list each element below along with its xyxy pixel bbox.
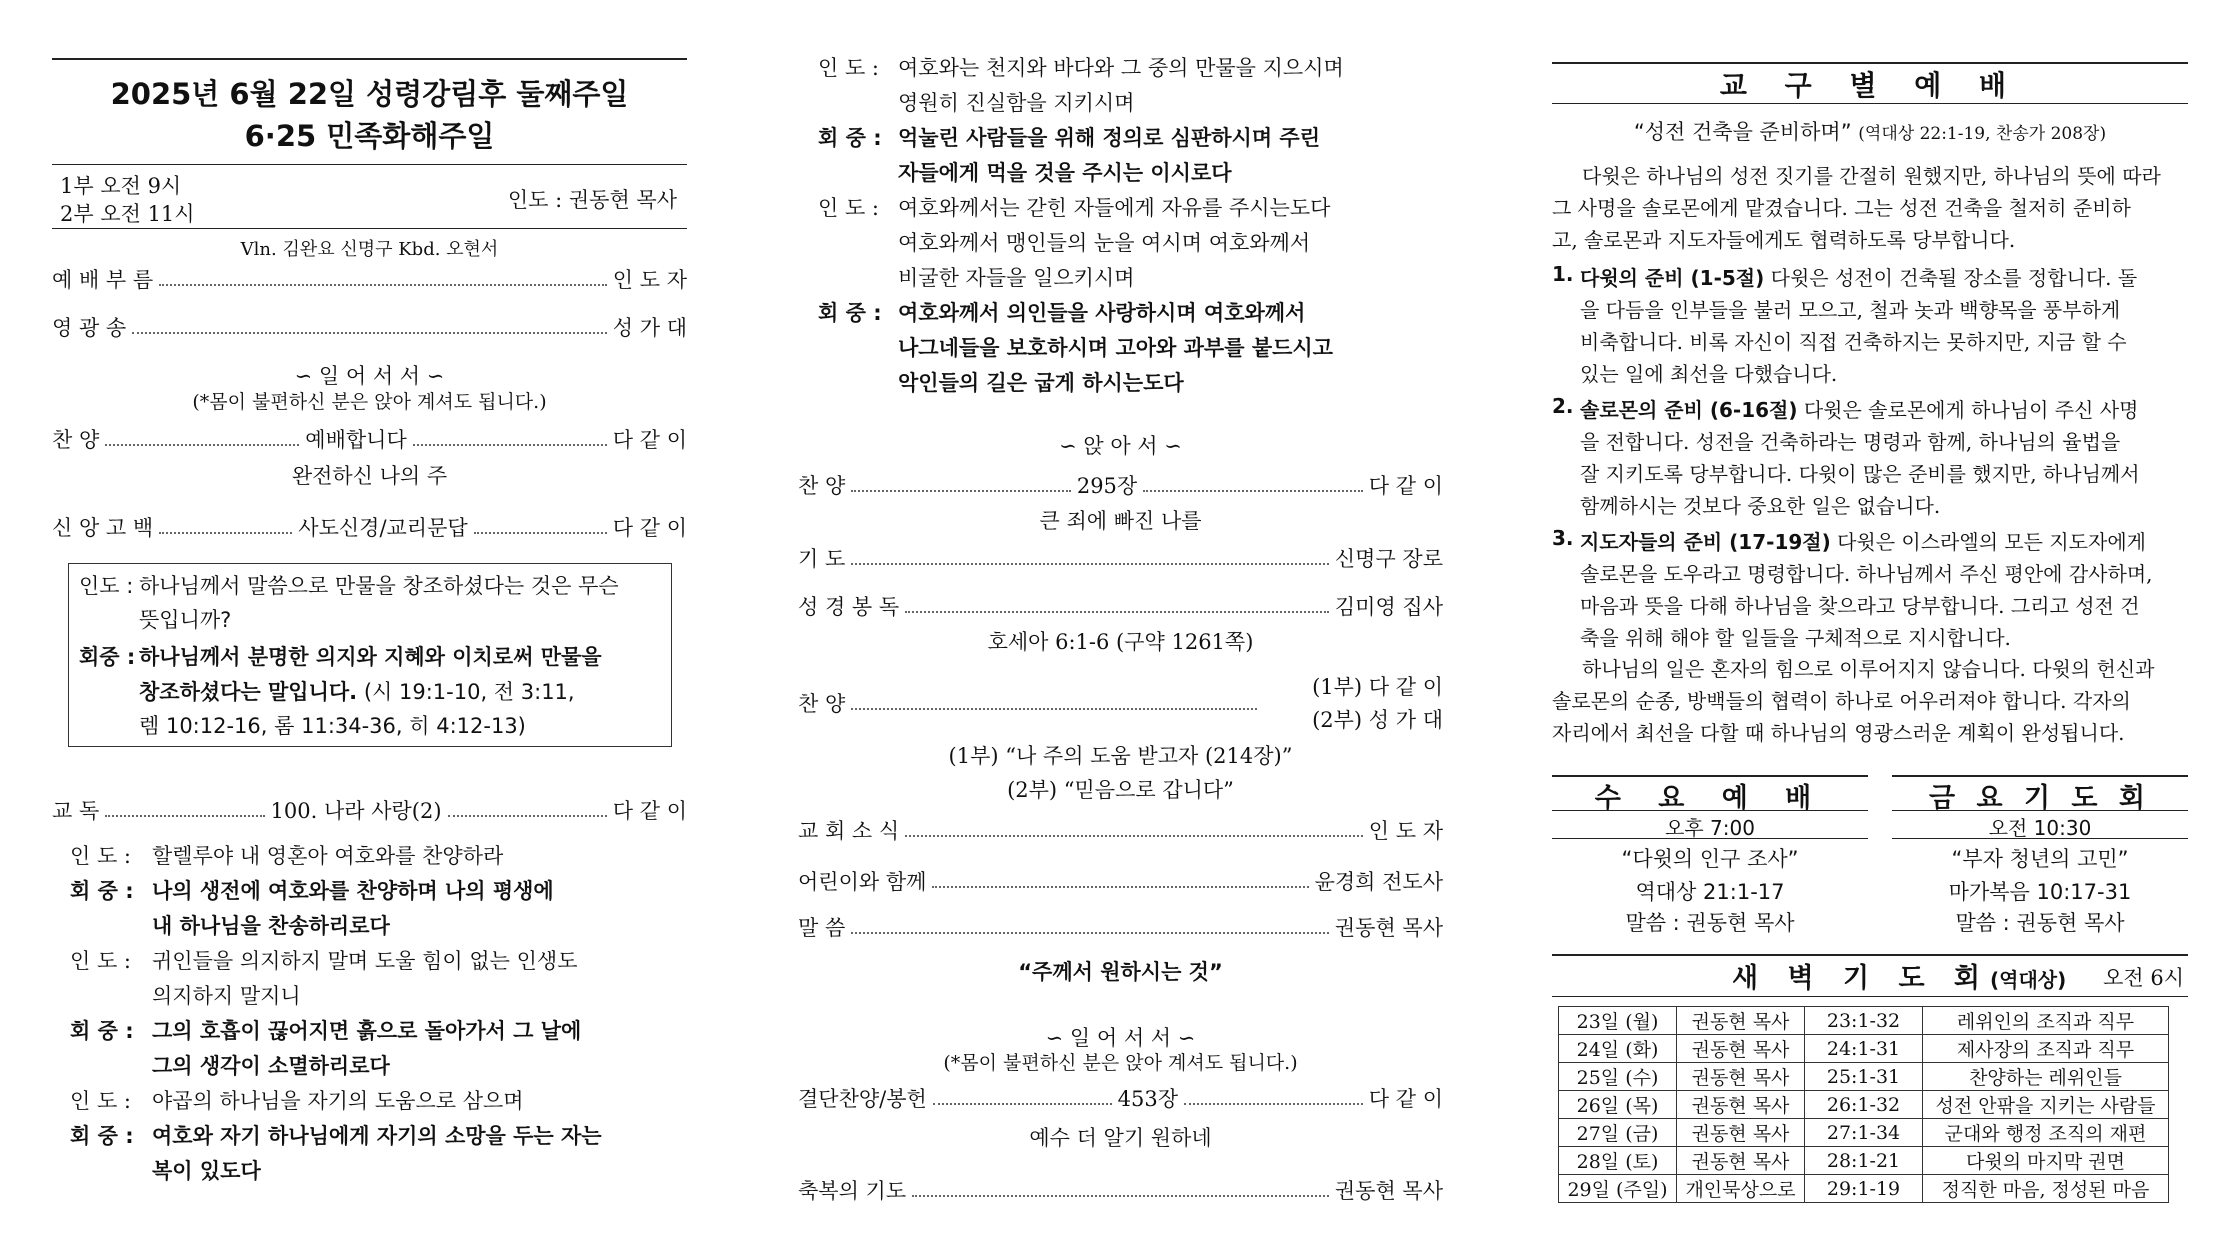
service-time-1: 1부 오전 9시 — [60, 174, 182, 198]
reading-line: 악인들의 길은 굽게 하시는도다 — [898, 371, 1184, 395]
order-who: 김미영 집사 — [1334, 595, 1443, 619]
point-line: 함께하시는 것보다 중요한 일은 없습니다. — [1580, 494, 1941, 518]
dot-leader — [474, 532, 607, 534]
dawn-passage: 27:1-34 — [1805, 1119, 1923, 1147]
friday-preacher: 말씀 : 권동현 목사 — [1955, 911, 2125, 935]
dawn-topic: 제사장의 조직과 직무 — [1923, 1035, 2169, 1063]
point-line: 다윗은 솔로몬에게 하나님이 주신 사명 — [1797, 398, 2139, 422]
reading-line: 나그네들을 보호하시며 고아와 과부를 붙드시고 — [898, 336, 1333, 360]
order-label: 영 광 송 — [52, 316, 127, 340]
hymn-sub: 완전하신 나의 주 — [291, 464, 448, 488]
dawn-schedule-table — [1558, 1006, 2169, 1203]
table-row — [1559, 1007, 2169, 1035]
choir-who-2: (2부) 성 가 대 — [1312, 708, 1443, 732]
point-heading: 지도자들의 준비 (17-19절) — [1580, 530, 1831, 554]
reading-line: 복이 있도다 — [152, 1159, 261, 1183]
catechism-answer-2: 창조하셨다는 말입니다. — [139, 680, 358, 704]
point-line: 다윗은 이스라엘의 모든 지도자에게 — [1830, 530, 2146, 554]
catechism-question: 하나님께서 말씀으로 만물을 창조하셨다는 것은 무슨 — [139, 574, 619, 598]
order-who: 권동현 목사 — [1334, 1179, 1443, 1203]
reading-line: 비굴한 자들을 일으키시며 — [898, 266, 1135, 290]
reading-line: 여호와께서 의인들을 사랑하시며 여호와께서 — [898, 301, 1306, 325]
dawn-date: 27일 (금) — [1559, 1119, 1677, 1147]
choir-song-1: (1부) “나 주의 도움 받고자 (214장)” — [948, 744, 1293, 768]
reading-line: 영원히 진실함을 지키시며 — [898, 91, 1135, 115]
order-sermon — [798, 912, 1443, 942]
reading-role: 회 중 : — [818, 301, 882, 325]
dawn-date: 25일 (수) — [1559, 1063, 1677, 1091]
reading-line: 내 하나님을 찬송하리로다 — [152, 914, 390, 938]
wednesday-title-rule — [1552, 810, 1868, 811]
reading-line: 그의 생각이 소멸하리로다 — [152, 1054, 390, 1078]
dot-leader — [905, 835, 1363, 837]
dot-leader — [159, 532, 292, 534]
reading-line: 나의 생전에 여호와를 찬양하며 나의 평생에 — [152, 879, 554, 903]
reading-role: 회 중 : — [70, 879, 134, 903]
order-hymn-title: 예배합니다 — [305, 428, 407, 452]
friday-title-rule — [1892, 810, 2188, 811]
order-label: 말 씀 — [798, 916, 846, 940]
order-label: 어린이와 함께 — [798, 870, 927, 894]
dawn-preacher: 개인묵상으로 — [1677, 1175, 1805, 1203]
dot-leader — [932, 886, 1308, 888]
standup-note-2: (*몸이 불편하신 분은 앉아 계셔도 됩니다.) — [943, 1052, 1298, 1074]
dot-leader — [933, 1103, 1112, 1105]
catechism-question-2: 뜻입니까? — [139, 608, 232, 632]
reading-line: 여호와께서 맹인들의 눈을 여시며 여호와께서 — [898, 231, 1311, 255]
reading-role: 인 도 : — [70, 1089, 131, 1113]
paragraph-line: 솔로몬의 순종, 방백들의 협력이 하나로 어우러져야 합니다. 각자의 — [1552, 689, 2131, 713]
dawn-preacher: 권동현 목사 — [1677, 1007, 1805, 1035]
service-rule — [52, 228, 687, 229]
dot-leader — [905, 611, 1329, 613]
paragraph-line: 고, 솔로몬과 지도자들에게도 협력하도록 당부합니다. — [1552, 228, 2016, 252]
order-who: 성 가 대 — [612, 316, 687, 340]
order-label: 축복의 기도 — [798, 1179, 907, 1203]
order-who: 다 같 이 — [612, 428, 687, 452]
order-label: 기 도 — [798, 547, 846, 571]
dawn-preacher: 권동현 목사 — [1677, 1147, 1805, 1175]
point-line: 축을 위해 해야 할 일들을 구체적으로 지시합니다. — [1580, 626, 2011, 650]
standup-note: (*몸이 불편하신 분은 앉아 계셔도 됩니다.) — [192, 391, 547, 413]
order-who: 다 같 이 — [612, 799, 687, 823]
reading-line: 의지하지 말지니 — [152, 984, 301, 1008]
dot-leader — [105, 444, 299, 446]
reading-line: 여호와 자기 하나님에게 자기의 소망을 두는 자는 — [152, 1124, 602, 1148]
order-children — [798, 866, 1443, 896]
dawn-passage: 29:1-19 — [1805, 1175, 1923, 1203]
wednesday-preacher: 말씀 : 권동현 목사 — [1625, 911, 1795, 935]
dot-leader — [912, 1195, 1329, 1197]
dawn-preacher: 권동현 목사 — [1677, 1091, 1805, 1119]
dedication-sub: 예수 더 알기 원하네 — [1029, 1126, 1212, 1150]
district-worship-title: 교 구 별 예 배 — [1719, 69, 2021, 102]
order-call-to-worship — [52, 264, 687, 294]
point-line: 다윗은 성전이 건축될 장소를 정합니다. 돌 — [1764, 266, 2138, 290]
dawn-preacher: 권동현 목사 — [1677, 1035, 1805, 1063]
order-who: 인 도 자 — [612, 268, 687, 292]
point-heading: 솔로몬의 준비 (6-16절) — [1580, 398, 1798, 422]
choir-song-2: (2부) “믿음으로 갑니다” — [1007, 778, 1234, 802]
standup-marker-2: ∽ 일 어 서 서 ∽ — [1045, 1026, 1196, 1050]
point-line: 비축합니다. 비록 자신이 직접 건축하지는 못하지만, 지금 할 수 — [1580, 330, 2127, 354]
catechism-reference-2: 렘 10:12-16, 롬 11:34-36, 히 4:12-13) — [139, 714, 526, 738]
point-first-line — [1580, 394, 2138, 423]
dawn-passage: 28:1-21 — [1805, 1147, 1923, 1175]
point-line: 잘 지키도록 당부합니다. 다윗이 많은 준비를 했지만, 하나님께서 — [1580, 462, 2140, 486]
dot-leader — [851, 490, 1071, 492]
order-prayer — [798, 543, 1443, 573]
hymn-2-sub: 큰 죄에 빠진 나를 — [1039, 509, 1202, 533]
wednesday-time-rule — [1552, 838, 1868, 839]
dawn-preacher: 권동현 목사 — [1677, 1063, 1805, 1091]
choir-who-1: (1부) 다 같 이 — [1312, 675, 1443, 699]
dawn-date: 23일 (월) — [1559, 1007, 1677, 1035]
service-leader: 인도 : 권동현 목사 — [507, 188, 677, 212]
dot-leader — [159, 284, 607, 286]
friday-time: 오전 10:30 — [1988, 816, 2092, 840]
reading-line: 할렐루야 내 영혼아 여호와를 찬양하라 — [152, 844, 504, 868]
catechism-a-label: 회중 : — [79, 645, 136, 669]
table-row — [1559, 1119, 2169, 1147]
table-row — [1559, 1035, 2169, 1063]
catechism-box — [68, 563, 672, 747]
order-label: 예 배 부 름 — [52, 268, 154, 292]
table-row — [1559, 1063, 2169, 1091]
order-who: 권동현 목사 — [1334, 916, 1443, 940]
point-number: 3. — [1552, 526, 1574, 550]
catechism-q-label: 인도 : — [79, 574, 134, 598]
reading-role: 회 중 : — [70, 1019, 134, 1043]
order-who: 윤경희 전도사 — [1314, 870, 1443, 894]
order-label: 찬 양 — [798, 474, 846, 498]
dawn-preacher: 권동현 목사 — [1677, 1119, 1805, 1147]
dawn-passage: 24:1-31 — [1805, 1035, 1923, 1063]
sermon-title: “주께서 원하시는 것” — [1018, 960, 1223, 984]
paragraph-line: 다윗은 하나님의 성전 짓기를 간절히 원했지만, 하나님의 뜻에 따라 — [1582, 164, 2161, 188]
district-theme: “성전 건축을 준비하며” — [1633, 120, 1852, 144]
order-label: 교 회 소 식 — [798, 819, 900, 843]
reading-role: 인 도 : — [70, 949, 131, 973]
dawn-topic: 성전 안팎을 지키는 사람들 — [1923, 1091, 2169, 1119]
point-heading: 다윗의 준비 (1-5절) — [1580, 266, 1765, 290]
top-rule — [52, 58, 687, 60]
order-hymn-number: 453장 — [1117, 1087, 1178, 1111]
bulletin-title: 2025년 6월 22일 성령강림후 둘째주일 — [110, 77, 629, 111]
reading-line: 자들에게 먹을 것을 주시는 이시로다 — [898, 161, 1232, 185]
order-responsive-reading — [52, 795, 687, 825]
order-news — [798, 815, 1443, 845]
reading-line: 억눌린 사람들을 위해 정의로 심판하시며 주린 — [898, 126, 1320, 150]
order-scripture — [798, 591, 1443, 621]
table-row — [1559, 1147, 2169, 1175]
order-who: 다 같 이 — [1368, 1087, 1444, 1111]
reading-role: 인 도 : — [818, 56, 879, 80]
order-who: 다 같 이 — [1368, 474, 1443, 498]
wednesday-time: 오후 7:00 — [1665, 816, 1755, 840]
order-benediction — [798, 1175, 1443, 1205]
dawn-title-rule — [1552, 996, 2188, 997]
friday-time-rule — [1892, 838, 2188, 839]
service-time-2: 2부 오전 11시 — [60, 202, 195, 226]
dawn-topic: 찬양하는 레위인들 — [1923, 1063, 2169, 1091]
dawn-date: 24일 (화) — [1559, 1035, 1677, 1063]
order-hymn — [52, 424, 687, 454]
district-theme-ref: (역대상 22:1-19, 찬송가 208장) — [1858, 124, 2107, 144]
order-label: 결단찬양/봉헌 — [798, 1087, 927, 1111]
order-who: 신명구 장로 — [1334, 547, 1443, 571]
point-first-line — [1580, 262, 2137, 291]
reading-line: 귀인들을 의지하지 말며 도울 힘이 없는 인생도 — [152, 949, 578, 973]
order-label: 성 경 봉 독 — [798, 595, 900, 619]
order-responsive-title: 100. 나라 사랑(2) — [270, 799, 442, 823]
order-hymn-2 — [798, 470, 1443, 500]
dawn-topic: 정직한 마음, 정성된 마음 — [1923, 1175, 2169, 1203]
order-label: 교 독 — [52, 799, 100, 823]
reading-line: 야곱의 하나님을 자기의 도움으로 삼으며 — [152, 1089, 524, 1113]
reading-line: 여호와는 천지와 바다와 그 중의 만물을 지으시며 — [898, 56, 1344, 80]
point-line: 마음과 뜻을 다해 하나님을 찾으라고 당부합니다. 그리고 성전 건 — [1580, 594, 2140, 618]
point-line: 을 다듬을 인부들을 불러 모으고, 철과 놋과 백향목을 풍부하게 — [1580, 298, 2121, 322]
dawn-topic: 레위인의 조직과 직무 — [1923, 1007, 2169, 1035]
point-first-line — [1580, 526, 2146, 555]
reading-role: 인 도 : — [70, 844, 131, 868]
friday-ref: 마가복음 10:17-31 — [1948, 880, 2132, 904]
dot-leader — [448, 815, 607, 817]
dawn-passage: 25:1-31 — [1805, 1063, 1923, 1091]
reading-role: 인 도 : — [818, 196, 879, 220]
point-line: 있는 일에 최선을 다했습니다. — [1580, 362, 1838, 386]
dot-leader — [413, 444, 607, 446]
reading-role: 회 중 : — [818, 126, 882, 150]
order-dedication — [798, 1083, 1443, 1113]
table-row — [1559, 1175, 2169, 1203]
reading-role: 회 중 : — [70, 1124, 134, 1148]
dawn-topic: 군대와 행정 조직의 재편 — [1923, 1119, 2169, 1147]
point-number: 1. — [1552, 262, 1574, 286]
point-line: 솔로몬을 도우라고 명령합니다. 하나님께서 주신 평안에 감사하며, — [1580, 562, 2153, 586]
paragraph-line: 하나님의 일은 혼자의 힘으로 이루어지지 않습니다. 다윗의 헌신과 — [1582, 657, 2155, 681]
wednesday-topic: “다윗의 인구 조사” — [1621, 847, 1799, 871]
section-title-rule — [1552, 103, 2188, 104]
title-rule — [52, 164, 687, 165]
dawn-table-wrap — [1558, 1006, 2169, 1203]
friday-title: 금 요 기 도 회 — [1928, 783, 2151, 814]
standup-marker: ∽ 일 어 서 서 ∽ — [294, 364, 445, 388]
order-label: 찬 양 — [798, 692, 846, 716]
table-row — [1559, 1091, 2169, 1119]
reading-line: 그의 호흡이 끊어지면 흙으로 돌아가서 그 날에 — [152, 1019, 582, 1043]
order-creed-title: 사도신경/교리문답 — [298, 516, 468, 540]
order-label: 신 앙 고 백 — [52, 516, 154, 540]
catechism-reference: (시 19:1-10, 전 3:11, — [357, 680, 575, 704]
dot-leader — [1184, 1103, 1363, 1105]
order-gloria — [52, 312, 687, 342]
dawn-passage: 26:1-32 — [1805, 1091, 1923, 1119]
dawn-date: 28일 (토) — [1559, 1147, 1677, 1175]
dot-leader — [851, 708, 1257, 710]
dot-leader — [851, 563, 1329, 565]
paragraph-line: 자리에서 최선을 다할 때 하나님의 영광스러운 계획이 완성됩니다. — [1552, 721, 2125, 745]
dawn-date: 29일 (주일) — [1559, 1175, 1677, 1203]
dawn-time: 오전 6시 — [2103, 966, 2184, 990]
dot-leader — [1143, 490, 1363, 492]
order-label: 찬 양 — [52, 428, 100, 452]
order-who: 인 도 자 — [1368, 819, 1443, 843]
friday-topic: “부자 청년의 고민” — [1951, 847, 2129, 871]
catechism-answer: 하나님께서 분명한 의지와 지혜와 이치로써 만물을 — [139, 645, 602, 669]
point-line: 을 전합니다. 성전을 건축하라는 명령과 함께, 하나님의 율법을 — [1580, 430, 2121, 454]
order-who: 다 같 이 — [612, 516, 688, 540]
dot-leader — [851, 932, 1329, 934]
dawn-date: 26일 (목) — [1559, 1091, 1677, 1119]
bulletin-subtitle: 6·25 민족화해주일 — [244, 119, 495, 153]
order-hymn-number: 295장 — [1076, 474, 1138, 498]
dawn-title: 새 벽 기 도 회 — [1732, 963, 1991, 994]
paragraph-line: 그 사명을 솔로몬에게 맡겼습니다. 그는 성전 건축을 철저히 준비하 — [1552, 196, 2131, 220]
wednesday-title: 수 요 예 배 — [1594, 783, 1826, 814]
sitdown-marker: ∽ 앉 아 서 ∽ — [1059, 434, 1182, 458]
dawn-topic: 다윗의 마지막 권면 — [1923, 1147, 2169, 1175]
order-creed — [52, 512, 687, 542]
point-number: 2. — [1552, 394, 1574, 418]
dot-leader — [105, 815, 264, 817]
dot-leader — [132, 332, 607, 334]
musicians: Vln. 김완요 신명구 Kbd. 오현서 — [240, 239, 499, 260]
wednesday-ref: 역대상 21:1-17 — [1635, 880, 1785, 904]
scripture-reference: 호세아 6:1-6 (구약 1261쪽) — [987, 630, 1254, 654]
reading-line: 여호와께서는 갇힌 자들에게 자유를 주시는도다 — [898, 196, 1331, 220]
dawn-passage: 23:1-32 — [1805, 1007, 1923, 1035]
dawn-title-sub: (역대상) — [1990, 968, 2067, 992]
